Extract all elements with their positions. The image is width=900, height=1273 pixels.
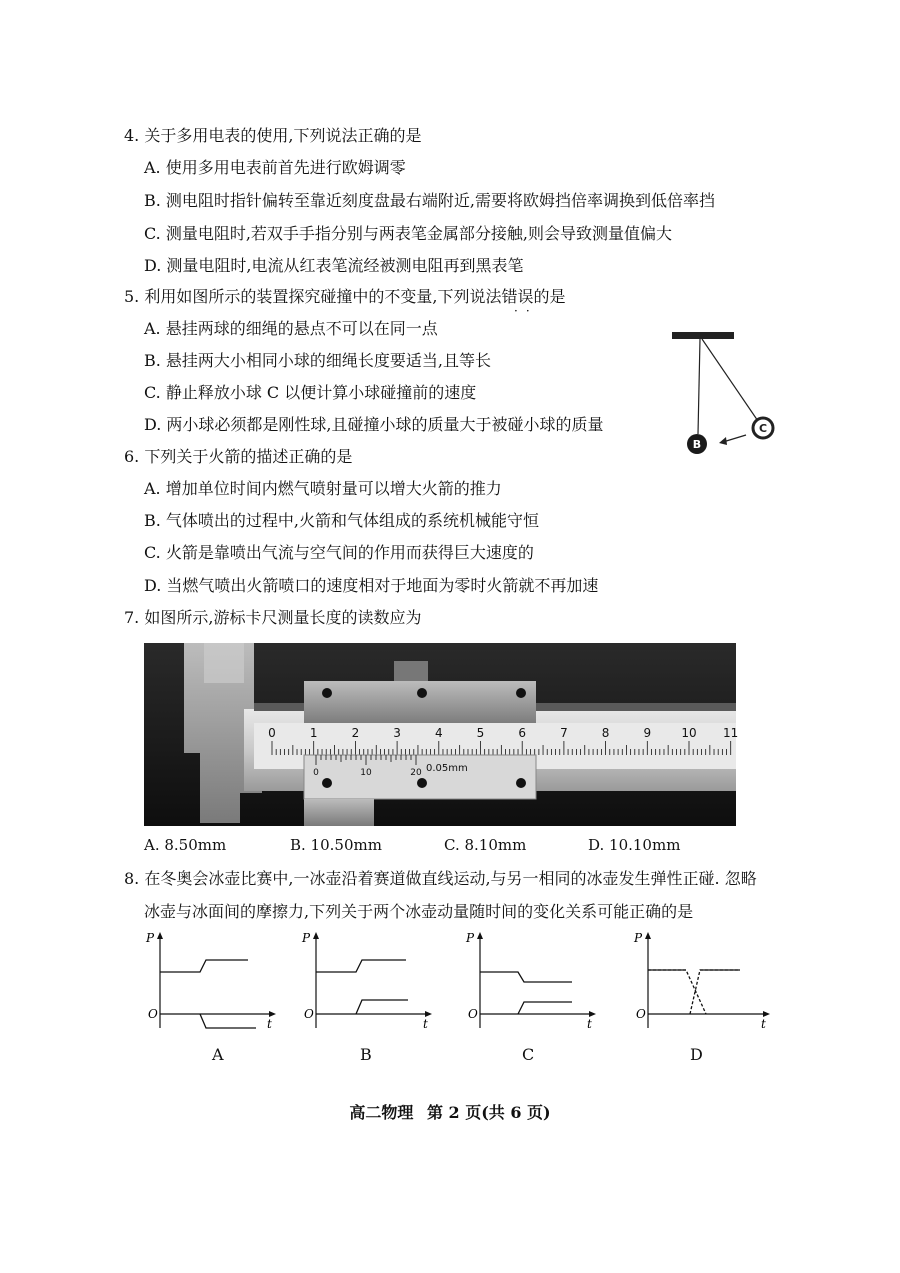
graph-c [460, 928, 600, 1038]
q5-option-c: C. 静止释放小球 C 以便计算小球碰撞前的速度 [144, 383, 477, 402]
q5-option-a: A. 悬挂两球的细绳的悬点不可以在同一点 [144, 319, 438, 338]
q7-choice-a: A. 8.50mm [144, 836, 227, 854]
curve-d-second [690, 970, 740, 1014]
curve-c-upper [480, 972, 572, 982]
curve-c-lower [518, 1002, 572, 1014]
graph-b-label: B [360, 1045, 372, 1064]
axis-t-label: t [587, 1017, 592, 1031]
arrow-head-icon [719, 437, 727, 445]
axis-t-label: t [761, 1017, 766, 1031]
precision-label: 0.05mm [426, 763, 468, 774]
origin-label: O [148, 1007, 158, 1021]
q7-choice-b: B. 10.50mm [290, 836, 382, 854]
axis-p-label: P [634, 931, 643, 945]
arrow-up-icon [645, 932, 651, 939]
origin-label: O [304, 1007, 314, 1021]
main-scale-label: 8 [601, 726, 610, 740]
pendulum-figure [666, 326, 786, 466]
main-scale-label: 5 [476, 726, 485, 740]
origin-label: O [468, 1007, 478, 1021]
q4-option-d: D. 测量电阻时,电流从红表笔流经被测电阻再到黑表笔 [144, 256, 524, 275]
q4-option-b: B. 测电阻时指针偏转至靠近刻度盘最右端附近,需要将欧姆挡倍率调换到低倍率挡 [144, 191, 716, 210]
emphasis-dots: ·· [514, 304, 538, 318]
sliding-jaw-top [304, 681, 536, 725]
main-scale-label: 4 [434, 726, 443, 740]
curve-a-upper [160, 960, 248, 972]
q4-option-c: C. 测量电阻时,若双手手指分别与两表笔金属部分接触,则会导致测量值偏大 [144, 224, 673, 243]
pendulum-support [672, 332, 734, 339]
screw-icon [322, 778, 332, 788]
page-footer [0, 1100, 900, 1123]
main-scale-label: 9 [643, 726, 652, 740]
vernier-label: 20 [410, 768, 422, 778]
q7-choices [144, 836, 704, 856]
graph-c-label: C [522, 1045, 535, 1064]
q5-stem: 5. 利用如图所示的装置探究碰撞中的不变量,下列说法错误的是 [124, 287, 566, 306]
screw-icon [417, 778, 427, 788]
arrow-up-icon [477, 932, 483, 939]
curve-b-upper [316, 960, 406, 972]
q7-choice-d: D. 10.10mm [588, 836, 681, 854]
q5-option-d: D. 两小球必须都是刚性球,且碰撞小球的质量大于被碰小球的质量 [144, 415, 604, 434]
axis-t-label: t [423, 1017, 428, 1031]
screw-icon [322, 688, 332, 698]
main-scale-label: 0 [268, 726, 276, 740]
curve-b-lower [356, 1000, 408, 1014]
axis-p-label: P [466, 931, 475, 945]
string-c [702, 339, 760, 424]
q6-option-c: C. 火箭是靠喷出气流与空气间的作用而获得巨大速度的 [144, 543, 534, 562]
graph-d [628, 928, 778, 1038]
screw-icon [417, 688, 427, 698]
curve-a-lower [200, 1014, 256, 1028]
q4-option-a: A. 使用多用电表前首先进行欧姆调零 [144, 158, 406, 177]
arrow-up-icon [157, 932, 163, 939]
main-scale-label: 1 [309, 726, 318, 740]
axis-t-label: t [267, 1017, 272, 1031]
graph-b [296, 928, 436, 1038]
footer-page-number: 第 2 页(共 6 页) [426, 1103, 551, 1122]
arrow-up-icon [313, 932, 319, 939]
footer-subject: 高二物理 [349, 1103, 414, 1122]
graph-a-label: A [212, 1045, 224, 1064]
q8-stem-line2: 冰壶与冰面间的摩擦力,下列关于两个冰壶动量随时间的变化关系可能正确的是 [144, 902, 694, 921]
screw-icon [516, 778, 526, 788]
ball-b-label: B [692, 438, 702, 451]
main-scale-label: 6 [518, 726, 527, 740]
ball-c-label: C [758, 422, 768, 435]
q6-option-d: D. 当燃气喷出火箭喷口的速度相对于地面为零时火箭就不再加速 [144, 576, 599, 595]
q6-stem: 6. 下列关于火箭的描述正确的是 [124, 447, 353, 466]
axis-p-label: P [302, 931, 311, 945]
q5-option-b: B. 悬挂两大小相同小球的细绳长度要适当,且等长 [144, 351, 492, 370]
q7-stem: 7. 如图所示,游标卡尺测量长度的读数应为 [124, 608, 422, 627]
q4-stem: 4. 关于多用电表的使用,下列说法正确的是 [124, 126, 422, 145]
main-scale-label: 10 [681, 726, 697, 740]
q7-choice-c: C. 8.10mm [444, 836, 527, 854]
q6-option-b: B. 气体喷出的过程中,火箭和气体组成的系统机械能守恒 [144, 511, 540, 530]
graph-a [140, 928, 280, 1038]
string-b [698, 339, 700, 434]
axis-p-label: P [146, 931, 155, 945]
screw-icon [516, 688, 526, 698]
main-scale-label: 3 [393, 726, 401, 740]
main-scale-label: 11 [723, 726, 739, 740]
main-scale-label: 7 [560, 726, 568, 740]
vernier-label: 0 [313, 768, 319, 778]
vernier-caliper-photo [144, 643, 739, 826]
q8-stem-line1: 8. 在冬奥会冰壶比赛中,一冰壶沿着赛道做直线运动,与另一相同的冰壶发生弹性正碰. 忽略 [124, 869, 757, 888]
curve-d-first [648, 970, 706, 1014]
vernier-label: 10 [360, 768, 372, 778]
origin-label: O [636, 1007, 646, 1021]
graph-d-label: D [690, 1045, 703, 1064]
q6-option-a: A. 增加单位时间内燃气喷射量可以增大火箭的推力 [144, 479, 502, 498]
main-scale-label: 2 [351, 726, 360, 740]
